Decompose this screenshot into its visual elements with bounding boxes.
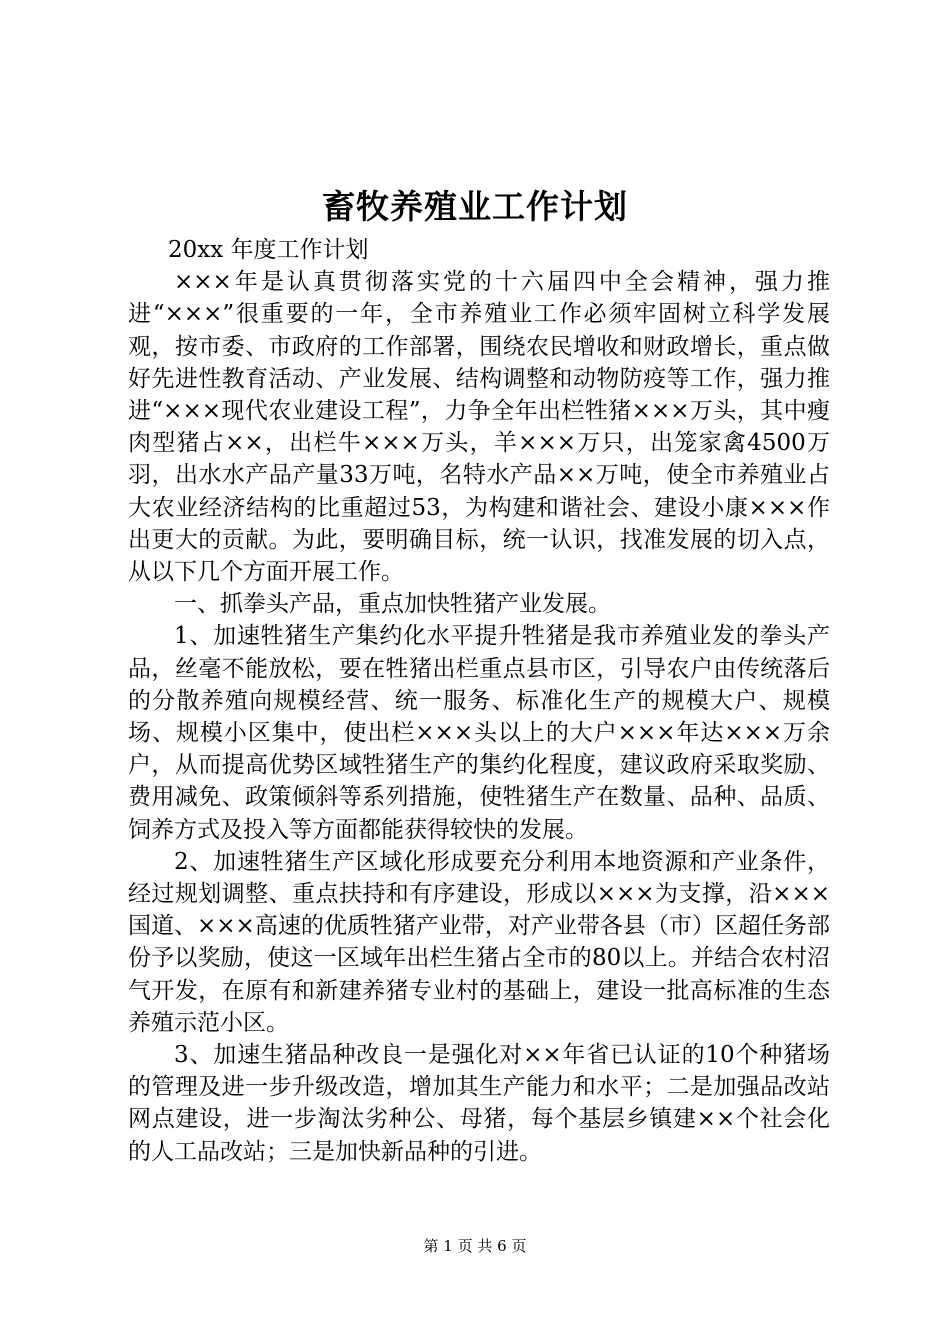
document-subtitle: 20xx 年度工作计划 xyxy=(168,237,369,263)
document-title: 畜牧养殖业工作计划 xyxy=(322,187,628,226)
paragraph-item-1: 1、加速牲猪生产集约化水平提升牲猪是我市养殖业发的拳头产品，丝毫不能放松，要在牲猪出栏重点县市区，引导农户由传统落后的分散养殖向规模经营、统一服务、标准化生产的规模大户、规模场、规模小区集中，使出栏×××头以上的大户×××年达×××万余户，从而提高优势区域牲猪生产的集约化程度，建议政府采取奖励、费用减免、政策倾斜等系列措施，使牲猪生产在数量、品种、品质、饲养方式及投入等方面都能获得较快的发展。 xyxy=(128,623,830,843)
page-footer: 第 1 页 共 6 页 xyxy=(423,1237,527,1255)
paragraph-intro: ×××年是认真贯彻落实党的十六届四中全会精神，强力推进“×××”很重要的一年，全市养殖业工作必须牢固树立科学发展观，按市委、市政府的工作部署，围绕农民增收和财政增长，重点做好先进性教育活动、产业发展、结构调整和动物防疫等工作，强力推进“×××现代农业建设工程”，力争全年出栏牲猪×××万头，其中瘦肉型猪占××，出栏牛×××万头，羊×××万只，出笼家禽4500万羽，出水水产品产量33万吨，名特水产品××万吨，使全市养殖业占大农业经济结构的比重超过53，为构建和谐社会、建设小康×××作出更大的贡献。为此，要明确目标，统一认识，找准发展的切入点，从以下几个方面开展工作。 xyxy=(128,269,830,586)
paragraph-section-heading: 一、抓拳头产品，重点加快牲猪产业发展。 xyxy=(174,591,611,618)
paragraph-item-3: 3、加速生猪品种改良一是强化对××年省已认证的10个种猪场的管理及进一步升级改造，增加其生产能力和水平；二是加强品改站网点建设，进一步淘汰劣种公、母猪，每个基层乡镇建××个社会化的人工品改站；三是加快新品种的引进。 xyxy=(128,1042,830,1165)
paragraph-item-2: 2、加速牲猪生产区域化形成要充分利用本地资源和产业条件，经过规划调整、重点扶持和有序建设，形成以×××为支撑，沿×××国道、×××高速的优质牲猪产业带，对产业带各县（市）区超任务部份予以奖励，使这一区域年出栏生猪占全市的80以上。并结合农村沼气开发，在原有和新建养猪专业村的基础上，建设一批高标准的生态养殖示范小区。 xyxy=(128,848,830,1036)
document-body xyxy=(128,234,830,1168)
